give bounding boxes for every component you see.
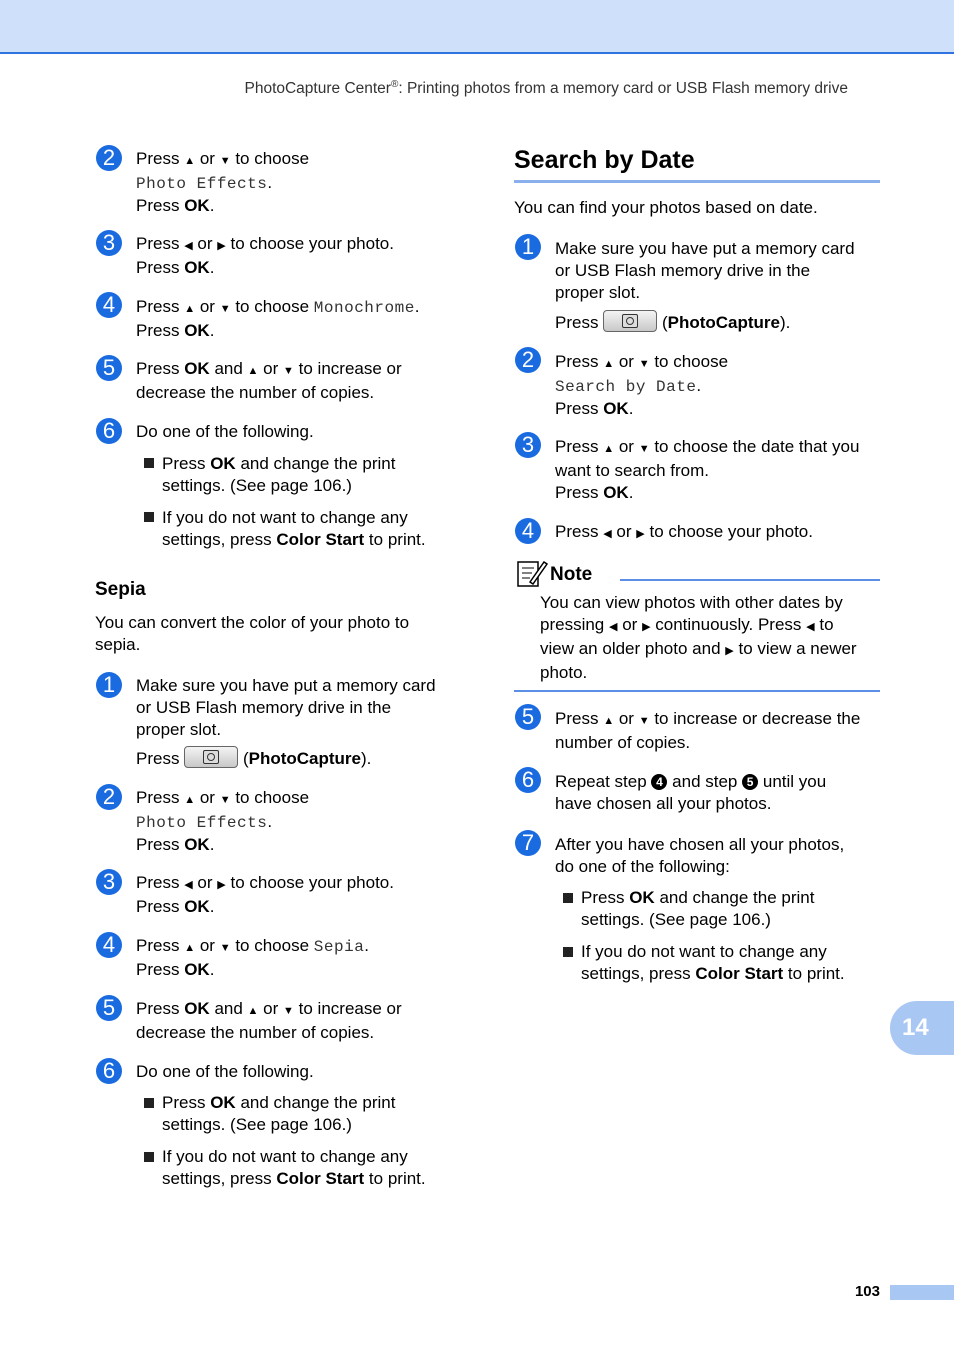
- right-arrow-icon: ▶: [636, 528, 645, 540]
- note-pencil-icon: [516, 558, 548, 588]
- down-arrow-icon: ▼: [283, 365, 294, 377]
- step-number: 4: [96, 292, 122, 318]
- note-top-rule: [620, 579, 880, 581]
- right-arrow-icon: ▶: [217, 879, 226, 891]
- step-number: 2: [515, 347, 541, 373]
- left-arrow-icon: ◀: [184, 240, 193, 252]
- step-text: Make sure you have put a memory card or USB Flash memory drive in the proper slot.: [136, 676, 436, 739]
- step-number: 7: [515, 830, 541, 856]
- down-arrow-icon: ▼: [219, 303, 231, 315]
- camera-icon: [622, 314, 638, 328]
- step-number: 3: [96, 230, 122, 256]
- step-ref-4: 4: [651, 774, 667, 790]
- step-text: Press ▲ or ▼ to choose Sepia. Press OK.: [136, 936, 370, 979]
- bullet-icon: [563, 947, 573, 957]
- step-text: Press ◀ or ▶ to choose your photo. Press OK.: [136, 873, 394, 916]
- bullet-icon: [144, 458, 154, 468]
- bullet-icon: [144, 512, 154, 522]
- right-arrow-icon: ▶: [217, 240, 226, 252]
- step-press-line: Press (PhotoCapture).: [136, 746, 371, 770]
- down-arrow-icon: ▼: [219, 794, 231, 806]
- up-arrow-icon: ▲: [247, 365, 259, 377]
- photocapture-button[interactable]: [184, 746, 238, 768]
- up-arrow-icon: ▲: [603, 358, 615, 370]
- bullet-text: Press OK and change the print settings. (See page 106.): [162, 1093, 396, 1134]
- photocapture-button[interactable]: [603, 310, 657, 332]
- up-arrow-icon: ▲: [184, 303, 196, 315]
- down-arrow-icon: ▼: [219, 155, 231, 167]
- bullet-text: If you do not want to change any settings, press Color Start to print.: [162, 508, 426, 549]
- right-arrow-icon: ▶: [725, 645, 734, 657]
- step-text: Repeat step 4 and step 5 until you have chosen all your photos.: [555, 772, 827, 813]
- step-press-line: Press (PhotoCapture).: [555, 310, 790, 334]
- note-title: Note: [550, 564, 593, 585]
- step-text: Press OK and ▲ or ▼ to increase or decrease the number of copies.: [136, 359, 402, 402]
- chapter-tab: 14: [890, 1001, 954, 1055]
- step-text: Press OK and ▲ or ▼ to increase or decrease the number of copies.: [136, 999, 402, 1042]
- step-text: Press ▲ or ▼ to choose the date that you want to search from. Press OK.: [555, 437, 860, 502]
- up-arrow-icon: ▲: [184, 794, 196, 806]
- right-arrow-icon: ▶: [642, 621, 651, 633]
- section-heading-sepia: Sepia: [95, 579, 146, 600]
- down-arrow-icon: ▼: [638, 358, 650, 370]
- title-rule: [514, 180, 880, 183]
- top-band: [0, 0, 954, 54]
- left-arrow-icon: ◀: [184, 879, 193, 891]
- bullet-text: If you do not want to change any settings, press Color Start to print.: [581, 942, 845, 983]
- down-arrow-icon: ▼: [638, 443, 650, 455]
- sepia-intro: You can convert the color of your photo to sepia.: [95, 613, 410, 654]
- bullet-text: Press OK and change the print settings. (See page 106.): [581, 888, 815, 929]
- bullet-text: Press OK and change the print settings. (See page 106.): [162, 454, 396, 495]
- step-text: After you have chosen all your photos, do one of the following:: [555, 835, 845, 876]
- step-number: 5: [515, 704, 541, 730]
- note-text: You can view photos with other dates by pressing ◀ or ▶ continuously. Press ◀ to view an older photo and ▶ to view a newer photo.: [540, 593, 857, 682]
- down-arrow-icon: ▼: [638, 715, 650, 727]
- step-number: 4: [515, 518, 541, 544]
- note-bottom-rule: [514, 690, 880, 692]
- step-number: 2: [96, 784, 122, 810]
- camera-icon: [203, 750, 219, 764]
- section-title: Search by Date: [514, 146, 695, 174]
- step-text: Press ◀ or ▶ to choose your photo. Press OK.: [136, 234, 394, 277]
- up-arrow-icon: ▲: [247, 1005, 259, 1017]
- step-number: 5: [96, 355, 122, 381]
- step-number: 6: [96, 418, 122, 444]
- down-arrow-icon: ▼: [219, 942, 231, 954]
- left-arrow-icon: ◀: [609, 621, 618, 633]
- step-number: 3: [515, 432, 541, 458]
- step-number: 6: [515, 767, 541, 793]
- step-text: Press ◀ or ▶ to choose your photo.: [555, 521, 813, 545]
- section-intro: You can find your photos based on date.: [514, 198, 818, 217]
- left-arrow-icon: ◀: [806, 621, 815, 633]
- up-arrow-icon: ▲: [184, 942, 196, 954]
- bullet-icon: [144, 1152, 154, 1162]
- step-number: 5: [96, 995, 122, 1021]
- page-number: 103: [854, 1283, 880, 1300]
- down-arrow-icon: ▼: [283, 1005, 294, 1017]
- step-number: 3: [96, 869, 122, 895]
- step-text: Press ▲ or ▼ to choose Monochrome. Press OK.: [136, 297, 420, 340]
- up-arrow-icon: ▲: [184, 155, 196, 167]
- step-number: 4: [96, 932, 122, 958]
- running-header: PhotoCapture Center®: Printing photos from a memory card or USB Flash memory drive: [244, 78, 848, 97]
- step-text: Press ▲ or ▼ to choose Search by Date. Press OK.: [555, 352, 729, 418]
- step-text: Do one of the following.: [136, 1062, 314, 1081]
- step-number: 6: [96, 1058, 122, 1084]
- step-text: Press ▲ or ▼ to choose Photo Effects. Press OK.: [136, 149, 310, 215]
- left-arrow-icon: ◀: [603, 528, 612, 540]
- up-arrow-icon: ▲: [603, 715, 615, 727]
- step-ref-5: 5: [742, 774, 758, 790]
- step-text: Make sure you have put a memory card or USB Flash memory drive in the proper slot.: [555, 239, 855, 302]
- step-text: Press ▲ or ▼ to increase or decrease the number of copies.: [555, 709, 861, 752]
- step-text: Do one of the following.: [136, 422, 314, 441]
- step-number: 1: [96, 672, 122, 698]
- bullet-icon: [563, 893, 573, 903]
- bullet-icon: [144, 1098, 154, 1108]
- page-number-bar: [890, 1285, 954, 1300]
- up-arrow-icon: ▲: [603, 443, 615, 455]
- step-number: 2: [96, 145, 122, 171]
- step-text: Press ▲ or ▼ to choose Photo Effects. Press OK.: [136, 788, 310, 854]
- bullet-text: If you do not want to change any settings, press Color Start to print.: [162, 1147, 426, 1188]
- step-number: 1: [515, 234, 541, 260]
